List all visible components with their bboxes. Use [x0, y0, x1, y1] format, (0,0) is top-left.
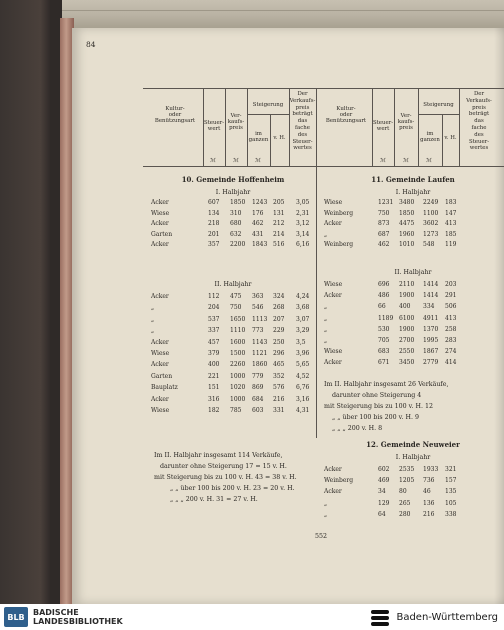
- row-value: 516: [273, 241, 285, 249]
- left-gemeinde-title: 10. Gemeinde Hoffenheim: [181, 175, 285, 184]
- lion-emblem-icon: [369, 608, 391, 626]
- row-value: 201: [208, 230, 220, 238]
- row-value: 3,96: [296, 350, 310, 357]
- row-value: 221: [208, 372, 220, 380]
- row-value: 3,07: [296, 315, 310, 323]
- row-value: 1995: [423, 337, 439, 344]
- row-label: Acker: [151, 361, 169, 369]
- row-value: 2550: [399, 348, 415, 356]
- right-summary-line: darunter ohne Steigerung 4: [332, 392, 422, 399]
- row-value: 4911: [423, 314, 439, 322]
- table-row: [0, 315, 504, 323]
- row-label: Acker: [151, 338, 169, 346]
- row-value: 3,14: [296, 230, 310, 238]
- table-row: [0, 348, 504, 356]
- row-label: Weinberg: [324, 209, 354, 217]
- row-label: Acker: [151, 241, 169, 249]
- row-value: 204: [208, 304, 220, 312]
- right-summary-line: mit Steigerung bis zu 100 v. H. 12: [324, 403, 434, 410]
- table-row: [0, 199, 504, 207]
- row-label: „: [324, 314, 328, 322]
- row-value: 6100: [399, 314, 415, 322]
- row-value: 2200: [230, 241, 246, 249]
- row-value: 1113: [252, 315, 268, 323]
- row-value: 250: [273, 338, 285, 346]
- table-row: [0, 292, 504, 300]
- row-value: 687: [378, 230, 390, 238]
- header-verkaufspreis-left: Der Verkaufs- preis beträgt das fache des Steuer- wertes: [289, 91, 316, 152]
- row-label: Wiese: [151, 209, 170, 217]
- row-value: 324: [273, 293, 285, 300]
- row-label: Wiese: [151, 350, 170, 357]
- left-summary-line: Im II. Halbjahr insgesamt 114 Verkäufe,: [154, 452, 283, 459]
- row-label: Acker: [324, 488, 342, 496]
- right-gemeinde2-title: 12. Gemeinde Neuweier: [366, 440, 460, 449]
- row-value: 1273: [423, 230, 439, 238]
- row-value: 80: [399, 488, 407, 496]
- bottom-page-number: 552: [315, 533, 328, 540]
- bw-wordmark: Baden-Württemberg: [396, 611, 498, 623]
- right-steigerung-rule: [418, 114, 459, 115]
- left-steigerung-rule: [247, 114, 289, 115]
- row-value: 1000: [230, 372, 246, 380]
- row-value: 2260: [230, 361, 246, 369]
- row-value: 4,24: [296, 293, 310, 300]
- row-value: 773: [252, 327, 264, 335]
- row-value: 1960: [399, 230, 415, 238]
- row-value: 3,16: [296, 395, 310, 403]
- header-steigerung-right: Steigerung: [423, 102, 454, 108]
- row-value: 530: [378, 325, 390, 333]
- row-value: 750: [378, 209, 390, 217]
- header-steuer-right: Steuer- wert: [372, 120, 394, 132]
- row-value: 105: [445, 499, 457, 507]
- blb-wordmark: BADISCHE LANDESBIBLIOTHEK: [33, 608, 123, 626]
- right-summary-line: „ „ „ 200 v. H. 8: [332, 425, 383, 432]
- right-summary-line: „ „ über 100 bis 200 v. H. 9: [332, 414, 419, 421]
- row-value: 1414: [423, 281, 439, 288]
- row-value: 3602: [423, 220, 439, 228]
- row-value: 602: [378, 466, 390, 473]
- row-value: 683: [378, 348, 390, 356]
- row-value: 607: [208, 199, 220, 206]
- header-im-ganzen-left: im ganzen: [248, 131, 269, 143]
- row-value: 2,31: [296, 209, 310, 217]
- row-label: Garten: [151, 372, 173, 380]
- row-value: 310: [230, 209, 242, 217]
- row-value: 1850: [399, 209, 415, 217]
- row-label: „: [151, 304, 155, 312]
- row-label: „: [324, 325, 328, 333]
- header-kultur-right: Kultur- oder Benützungsart: [325, 106, 367, 124]
- row-value: 203: [445, 281, 457, 288]
- row-value: 212: [273, 220, 285, 228]
- row-value: 750: [230, 304, 242, 312]
- row-value: 1933: [423, 466, 439, 473]
- row-value: 268: [273, 304, 285, 312]
- header-im-ganzen-right: im ganzen: [420, 131, 440, 143]
- page-number: 84: [86, 40, 96, 49]
- row-value: 64: [378, 510, 386, 518]
- unit-mark: ℳ: [255, 158, 261, 164]
- row-value: 216: [423, 510, 435, 518]
- row-value: 265: [399, 499, 411, 507]
- row-value: 785: [230, 407, 242, 414]
- row-value: 1010: [399, 241, 415, 249]
- row-value: 363: [252, 293, 264, 300]
- row-value: 321: [445, 466, 457, 473]
- row-value: 671: [378, 359, 390, 367]
- left-summary-line: mit Steigerung bis zu 100 v. H. 43 = 38 v. H.: [154, 474, 297, 481]
- row-value: 66: [378, 303, 386, 311]
- row-value: 1860: [252, 361, 268, 369]
- row-value: 316: [208, 395, 220, 403]
- row-value: 546: [252, 304, 264, 312]
- row-value: 475: [230, 293, 242, 300]
- row-value: 465: [273, 361, 285, 369]
- table-row: [0, 241, 504, 249]
- row-value: 1843: [252, 241, 268, 249]
- table-row: [0, 303, 504, 311]
- row-label: Acker: [151, 293, 169, 300]
- row-value: 548: [423, 241, 435, 249]
- row-value: 134: [208, 209, 220, 217]
- row-value: 696: [378, 281, 390, 288]
- row-value: 1000: [230, 395, 246, 403]
- row-value: 151: [208, 384, 220, 392]
- row-value: 486: [378, 292, 390, 300]
- row-value: 291: [445, 292, 457, 300]
- row-label: „: [151, 327, 155, 335]
- row-value: 400: [399, 303, 411, 311]
- row-value: 779: [252, 372, 264, 380]
- row-value: 338: [445, 510, 457, 518]
- row-label: Weinberg: [324, 477, 354, 485]
- row-value: 1231: [378, 199, 394, 206]
- table-row: [0, 281, 504, 289]
- row-value: 34: [378, 488, 386, 496]
- right-halbjahr3: I. Halbjahr: [395, 454, 431, 461]
- row-value: 680: [230, 220, 242, 228]
- row-value: 176: [252, 209, 264, 217]
- row-value: 229: [273, 327, 285, 335]
- row-value: 736: [423, 477, 435, 485]
- row-value: 218: [208, 220, 220, 228]
- left-halbjahr1: I. Halbjahr: [215, 189, 251, 196]
- row-label: Wiese: [151, 407, 170, 414]
- row-label: Garten: [151, 230, 173, 238]
- row-value: 334: [423, 303, 435, 311]
- row-value: 129: [378, 499, 390, 507]
- left-halbjahr2: II. Halbjahr: [214, 281, 252, 288]
- row-value: 357: [208, 241, 220, 249]
- row-value: 873: [378, 220, 390, 228]
- left-summary-line: darunter ohne Steigerung 17 = 15 v. H.: [160, 463, 287, 470]
- row-value: 4,31: [296, 407, 310, 414]
- row-value: 1143: [252, 338, 268, 346]
- row-value: 469: [378, 477, 390, 485]
- right-summary-line: Im II. Halbjahr insgesamt 26 Verkäufe,: [324, 381, 449, 388]
- row-value: 205: [273, 199, 285, 206]
- row-label: „: [151, 315, 155, 323]
- row-value: 3,5: [296, 338, 306, 346]
- footer-bar: [0, 604, 504, 630]
- row-value: 1867: [423, 348, 439, 356]
- blb-logo: [4, 607, 123, 627]
- unit-mark: ℳ: [233, 158, 239, 164]
- row-value: 4475: [399, 220, 415, 228]
- row-value: 1243: [252, 199, 268, 206]
- header-steigerung-left: Steigerung: [252, 102, 284, 108]
- row-label: Acker: [151, 199, 169, 206]
- row-value: 3,29: [296, 327, 310, 335]
- row-value: 337: [208, 327, 220, 335]
- row-value: 182: [208, 407, 220, 414]
- table-top-rule: [143, 88, 504, 89]
- row-value: 283: [445, 337, 457, 344]
- row-label: Bauplatz: [151, 384, 178, 392]
- row-label: Wiese: [324, 199, 343, 206]
- row-label: Acker: [151, 395, 169, 403]
- row-label: „: [324, 230, 328, 238]
- row-value: 684: [252, 395, 264, 403]
- left-summary-line: „ „ über 100 bis 200 v. H. 23 = 20 v. H.: [170, 485, 295, 492]
- row-value: 207: [273, 315, 285, 323]
- unit-mark: ℳ: [426, 158, 432, 164]
- row-value: 6,16: [296, 241, 310, 249]
- right-col-divider: [418, 88, 419, 166]
- row-value: 1650: [230, 315, 246, 323]
- row-value: 400: [208, 361, 220, 369]
- row-value: 1189: [378, 314, 394, 322]
- right-halbjahr2: II. Halbjahr: [394, 269, 432, 276]
- row-value: 1205: [399, 477, 415, 485]
- row-value: 462: [378, 241, 390, 249]
- left-col-divider: [247, 88, 248, 166]
- blb-badge: BLB: [4, 607, 28, 627]
- row-value: 413: [445, 314, 457, 322]
- row-value: 462: [252, 220, 264, 228]
- header-ver-left: Ver- kaufs- preis: [227, 113, 245, 131]
- row-value: 576: [273, 384, 285, 392]
- table-row: [0, 231, 504, 239]
- row-value: 1100: [423, 209, 439, 217]
- row-label: Acker: [324, 359, 342, 367]
- row-value: 379: [208, 350, 220, 357]
- row-label: Wiese: [324, 348, 343, 356]
- row-label: „: [324, 510, 328, 518]
- bw-logo: [369, 608, 498, 626]
- row-label: Weinberg: [324, 241, 354, 249]
- row-value: 1850: [230, 199, 246, 206]
- row-value: 131: [273, 209, 285, 217]
- header-steuer-left: Steuer- wert: [203, 120, 225, 132]
- row-value: 183: [445, 199, 457, 206]
- row-value: 214: [273, 230, 285, 238]
- row-value: 457: [208, 338, 220, 346]
- unit-mark: ℳ: [210, 158, 216, 164]
- row-value: 185: [445, 230, 457, 238]
- row-value: 157: [445, 477, 457, 485]
- header-vh-left: v. H.: [273, 135, 286, 141]
- row-value: 112: [208, 293, 220, 300]
- row-label: Wiese: [324, 281, 343, 288]
- table-row: [0, 373, 504, 381]
- table-row: [0, 511, 504, 519]
- right-halbjahr1: I. Halbjahr: [395, 189, 431, 196]
- row-value: 119: [445, 241, 457, 249]
- row-value: 216: [273, 395, 285, 403]
- row-value: 1900: [399, 325, 415, 333]
- row-label: „: [324, 337, 328, 344]
- row-value: 5,65: [296, 361, 310, 369]
- row-value: 280: [399, 510, 411, 518]
- row-value: 1414: [423, 292, 439, 300]
- unit-mark: ℳ: [403, 158, 409, 164]
- row-label: „: [324, 499, 328, 507]
- row-value: 2110: [399, 281, 415, 288]
- row-value: 2249: [423, 199, 439, 206]
- row-value: 135: [445, 488, 457, 496]
- row-label: Acker: [151, 220, 169, 228]
- row-value: 258: [445, 325, 457, 333]
- row-value: 147: [445, 209, 457, 217]
- table-row: [0, 220, 504, 228]
- row-value: 431: [252, 230, 264, 238]
- row-value: 1370: [423, 325, 439, 333]
- row-value: 296: [273, 350, 285, 357]
- row-label: Acker: [324, 466, 342, 473]
- row-value: 1900: [399, 292, 415, 300]
- row-value: 1500: [230, 350, 246, 357]
- row-value: 414: [445, 359, 457, 367]
- table-header-rule: [143, 166, 504, 167]
- row-value: 603: [252, 407, 264, 414]
- header-vh-right: v. H.: [444, 135, 457, 141]
- row-value: 6,76: [296, 384, 310, 392]
- row-value: 1121: [252, 350, 268, 357]
- header-verkaufspreis-right: Der Verkaufs- preis beträgt das fache des Steuer- wertes: [466, 91, 492, 152]
- table-row: [0, 337, 504, 345]
- row-value: 2779: [423, 359, 439, 367]
- row-label: „: [324, 303, 328, 311]
- row-value: 413: [445, 220, 457, 228]
- table-row: [0, 359, 504, 367]
- table-row: [0, 326, 504, 334]
- header-kultur-left: Kultur- oder Benützungsart: [154, 106, 196, 124]
- row-value: 3,05: [296, 199, 310, 206]
- row-value: 46: [423, 488, 431, 496]
- row-value: 352: [273, 372, 285, 380]
- unit-mark: ℳ: [380, 158, 386, 164]
- row-value: 1110: [230, 327, 246, 335]
- row-value: 3,68: [296, 304, 310, 312]
- table-row: [0, 210, 504, 218]
- row-label: Acker: [324, 292, 342, 300]
- row-value: 2700: [399, 337, 415, 344]
- left-summary-line: „ „ „ 200 v. H. 31 = 27 v. H.: [170, 496, 258, 503]
- header-ver-right: Ver- kaufs- preis: [397, 113, 415, 131]
- row-value: 705: [378, 337, 390, 344]
- row-value: 1600: [230, 338, 246, 346]
- row-value: 4,52: [296, 372, 310, 380]
- row-value: 2535: [399, 466, 415, 473]
- row-value: 869: [252, 384, 264, 392]
- row-value: 3,12: [296, 220, 310, 228]
- row-value: 537: [208, 315, 220, 323]
- row-value: 274: [445, 348, 457, 356]
- row-value: 3480: [399, 199, 415, 206]
- row-value: 632: [230, 230, 242, 238]
- row-value: 506: [445, 303, 457, 311]
- right-gemeinde-title: 11. Gemeinde Laufen: [371, 175, 455, 184]
- row-value: 331: [273, 407, 285, 414]
- row-value: 1020: [230, 384, 246, 392]
- row-value: 3450: [399, 359, 415, 367]
- row-label: Acker: [324, 220, 342, 228]
- row-value: 136: [423, 499, 435, 507]
